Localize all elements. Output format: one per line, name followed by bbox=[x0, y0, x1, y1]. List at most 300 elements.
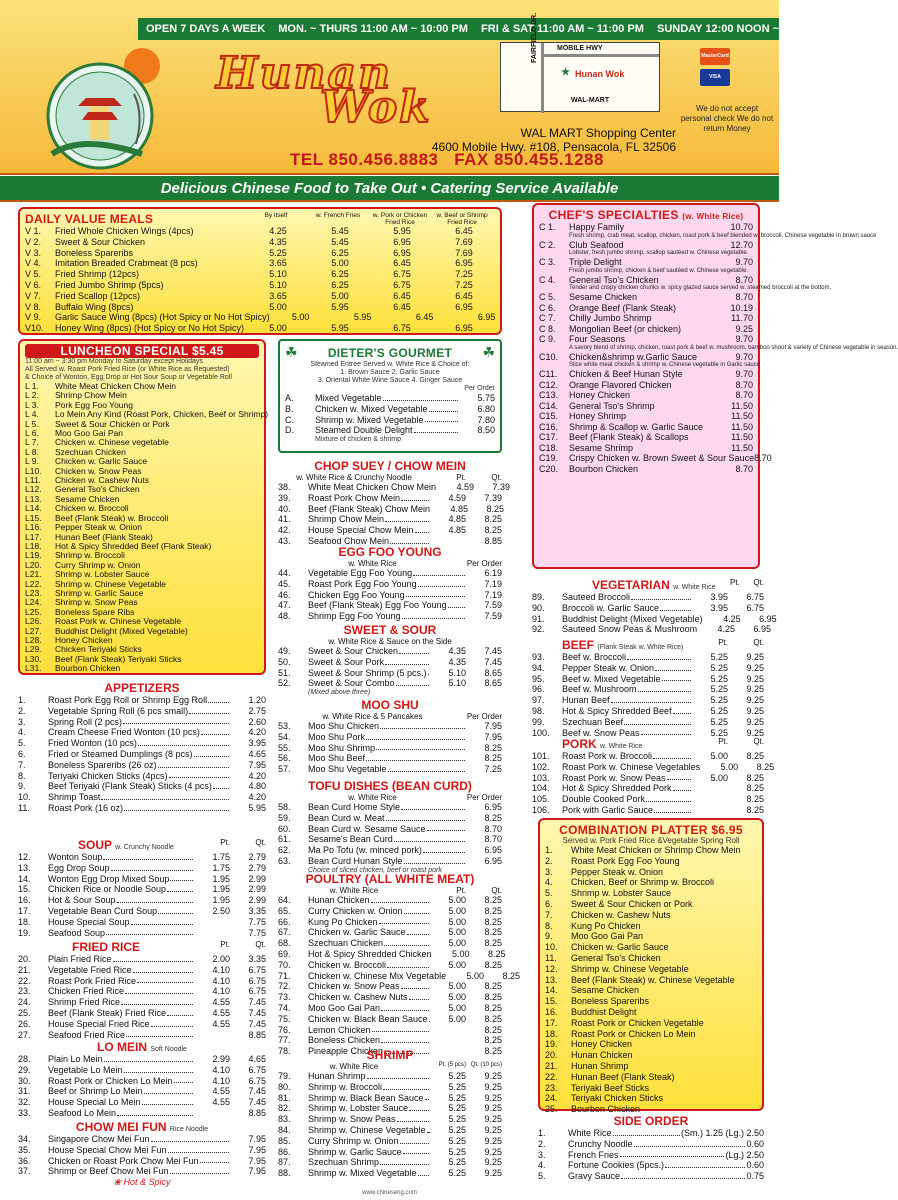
daily-row bbox=[25, 302, 495, 313]
item-price: 7.59 bbox=[484, 600, 502, 611]
dieter-note3: 3. Oriental White Wine Sauce 4. Ginger Sauce bbox=[317, 377, 463, 384]
menu-row bbox=[278, 1114, 502, 1125]
item-number: 91. bbox=[532, 613, 545, 624]
leader-dots bbox=[427, 824, 465, 832]
item-name: Vegetable Fried Rice bbox=[48, 964, 132, 975]
item-name: Sauteed Snow Peas & Mushroom bbox=[562, 624, 698, 635]
item-name: Pineapple Chicken bbox=[308, 1046, 384, 1057]
egg-foo-per: Per Order bbox=[466, 559, 502, 568]
item-price: 6.75 bbox=[746, 602, 764, 613]
item-name: Sweet & Sour Chicken or Pork bbox=[571, 898, 693, 909]
hours-weekend: FRI & SAT 11:00 AM ~ 11:00 PM bbox=[481, 23, 644, 35]
item-number: 48. bbox=[278, 611, 291, 622]
tel: TEL 850.456.8883 bbox=[290, 150, 439, 169]
item-name: Chicken w. Cashew Nuts bbox=[55, 475, 150, 486]
item-name: Pepper Steak w. Onion bbox=[571, 866, 664, 877]
item-name: Chicken & Beef Hunan Style bbox=[569, 369, 683, 379]
item-description: Fresh jumbo shrimp, chicken & beef sautéed w. Chinese vegetable. bbox=[569, 267, 749, 274]
item-name: Bean Curd Home Style bbox=[308, 802, 401, 812]
item-price: 1.75 bbox=[212, 852, 230, 862]
daily-row bbox=[25, 226, 495, 237]
vegetarian-list bbox=[532, 592, 777, 635]
pagoda-emblem-icon bbox=[22, 44, 172, 172]
item-price: 5.45 bbox=[331, 226, 349, 236]
item-name: Hot & Spicy Shredded Beef (Flank Steak) bbox=[55, 540, 212, 551]
menu-row bbox=[278, 568, 502, 579]
item-number: 25. bbox=[545, 1104, 558, 1115]
chef-row bbox=[539, 443, 753, 454]
menu-row bbox=[278, 753, 502, 764]
menu-row bbox=[18, 852, 266, 863]
poultry-col-qt: Qt. bbox=[491, 886, 502, 895]
tagline: Delicious Chinese Food to Take Out • Catering Service Available bbox=[0, 176, 779, 202]
leader-dots bbox=[168, 1145, 229, 1153]
menu-row bbox=[278, 1136, 502, 1147]
menu-row bbox=[18, 895, 266, 906]
menu-row bbox=[532, 717, 764, 728]
menu-row bbox=[278, 1025, 502, 1036]
daily-col-header: w. Beef or Shrimp Fried Rice bbox=[436, 212, 488, 226]
item-price: 6.75 bbox=[393, 279, 411, 290]
soup-list bbox=[18, 852, 266, 938]
item-price: 8.25 bbox=[484, 981, 502, 992]
menu-row bbox=[285, 425, 495, 436]
leader-dots bbox=[414, 425, 458, 433]
item-price: 9.25 bbox=[746, 695, 764, 706]
item-name: Vegetable Egg Foo Young bbox=[308, 568, 413, 578]
menu-row bbox=[278, 938, 502, 949]
item-name: Chicken w. Mixed Vegetable bbox=[315, 403, 428, 414]
item-number: 72. bbox=[278, 981, 291, 992]
item-number: L26. bbox=[25, 616, 42, 627]
item-number: C18. bbox=[539, 442, 559, 453]
chef-row bbox=[539, 275, 753, 286]
chef-row bbox=[539, 240, 753, 251]
item-name: Imitation Breaded Crabmeat (8 pcs) bbox=[55, 258, 198, 269]
veg-col-qt: Qt. bbox=[753, 578, 764, 587]
item-name: Moo Goo Gai Pan bbox=[308, 1002, 381, 1013]
item-number: 4. bbox=[18, 727, 26, 738]
menu-row bbox=[18, 1134, 266, 1145]
item-price: 4.65 bbox=[248, 1054, 266, 1064]
leader-dots bbox=[381, 1035, 429, 1043]
menu-row bbox=[18, 1108, 266, 1119]
egg-foo-sub: w. White Rice bbox=[348, 559, 397, 568]
menu-row bbox=[278, 948, 506, 960]
item-name: Fried Jumbo Shrimp (5pcs) bbox=[55, 279, 164, 290]
item-number: 105. bbox=[532, 794, 550, 805]
item-name: Teriyaki Chicken Sticks bbox=[571, 1093, 664, 1104]
item-price: 8.50 bbox=[477, 425, 495, 436]
item-price: 9.25 bbox=[746, 652, 764, 662]
item-price: 7.19 bbox=[484, 578, 502, 589]
daily-col-header: w. French Fries bbox=[315, 212, 361, 219]
item-number: 62. bbox=[278, 845, 291, 856]
leader-dots bbox=[406, 590, 465, 598]
menu-row bbox=[278, 1093, 502, 1104]
item-price: 9.25 bbox=[484, 1135, 502, 1146]
item-name: Szechuan Beef bbox=[562, 716, 624, 727]
leader-dots bbox=[413, 568, 465, 576]
item-price: 9.25 bbox=[746, 684, 764, 695]
shrimp-sub: w. White Rice bbox=[329, 1062, 379, 1071]
item-number: 86. bbox=[278, 1146, 291, 1157]
item-name: Pepper Steak w. Onion bbox=[562, 662, 655, 673]
combo-row bbox=[545, 899, 757, 910]
item-name: Chicken or Roast Pork Chow Mei Fun bbox=[48, 1155, 199, 1166]
menu-row bbox=[18, 781, 266, 792]
item-number: 101. bbox=[532, 751, 550, 761]
leader-dots bbox=[641, 728, 691, 736]
address-line1: WAL MART Shopping Center bbox=[520, 126, 676, 140]
item-number: 11. bbox=[18, 802, 30, 813]
combo-row bbox=[545, 1050, 757, 1061]
legend-label: Hot & Spicy bbox=[123, 1177, 171, 1188]
item-price: 8.25 bbox=[486, 503, 505, 514]
menu-row bbox=[278, 906, 502, 917]
header bbox=[0, 0, 830, 175]
item-price: 4.80 bbox=[248, 781, 266, 792]
lunch-row bbox=[25, 664, 259, 673]
item-price: 3.35 bbox=[248, 905, 266, 916]
item-number: 22. bbox=[18, 975, 31, 986]
item-price: 5.00 bbox=[720, 761, 739, 772]
menu-row bbox=[18, 1145, 266, 1156]
item-price: 7.69 bbox=[455, 247, 473, 258]
item-price: 3.95 bbox=[248, 738, 266, 749]
item-number: 79. bbox=[278, 1071, 291, 1081]
item-price: 8.85 bbox=[484, 535, 502, 546]
lunch-note3: & Choice of Wonton, Egg Drop or Hot Sour Soup or Vegetable Roll bbox=[25, 374, 232, 381]
item-number: L13. bbox=[25, 493, 42, 504]
item-number: C 8. bbox=[539, 323, 556, 334]
item-price: 4.35 bbox=[448, 646, 466, 656]
item-name: Beef (Flank Steak) w. Broccoli bbox=[55, 512, 169, 523]
pork-col-qt: Qt. bbox=[753, 737, 764, 746]
combo-row bbox=[545, 996, 757, 1007]
item-name: Seafood Fried Rice bbox=[48, 1029, 126, 1040]
item-price: 5.25 bbox=[448, 1092, 466, 1103]
item-number: 9. bbox=[18, 781, 26, 792]
item-price: 11.50 bbox=[731, 421, 753, 432]
menu-row bbox=[18, 1086, 266, 1097]
item-name: Lemon Chicken bbox=[308, 1024, 371, 1035]
item-price: 5.00 bbox=[331, 290, 349, 301]
item-name: Shrimp w. Chinese Vegetable bbox=[571, 963, 689, 974]
leader-dots bbox=[101, 792, 229, 800]
chef-row bbox=[539, 352, 753, 363]
item-price: 4.65 bbox=[248, 748, 266, 759]
item-price: 4.35 bbox=[269, 236, 287, 247]
item-number: 28. bbox=[18, 1054, 31, 1064]
item-name: Cream Cheese Fried Wonton (10 pcs) bbox=[48, 727, 200, 738]
item-price: 8.25 bbox=[484, 1046, 502, 1057]
combo-row bbox=[545, 975, 757, 986]
menu-row bbox=[18, 917, 266, 928]
item-price: 9.25 bbox=[484, 1114, 502, 1125]
combo-row bbox=[545, 953, 757, 964]
lo-mein-title: LO MEIN bbox=[97, 1040, 148, 1054]
item-number: 1. bbox=[545, 845, 553, 855]
menu-row bbox=[285, 415, 495, 426]
item-number: L20. bbox=[25, 559, 42, 570]
item-number: 6. bbox=[545, 898, 553, 909]
item-name: Chicken w. Garlic Sauce bbox=[55, 456, 148, 467]
leader-dots bbox=[631, 592, 691, 600]
item-number: 64. bbox=[278, 895, 291, 905]
item-name: Singapore Chow Mei Fun bbox=[48, 1134, 150, 1144]
item-price: 4.25 bbox=[717, 624, 736, 635]
item-number: 90. bbox=[532, 602, 545, 613]
item-number: 15. bbox=[545, 996, 558, 1007]
item-number: V 9. bbox=[25, 312, 42, 323]
item-name: Roast Pork w. Chinese Vegetable bbox=[55, 616, 182, 627]
item-price: 6.45 bbox=[455, 226, 473, 236]
leader-dots bbox=[208, 695, 229, 703]
item-price: 5.25 bbox=[448, 1124, 466, 1135]
item-name: Four Seasons bbox=[569, 334, 626, 344]
leader-dots bbox=[399, 646, 429, 654]
item-price: 8.25 bbox=[484, 927, 502, 938]
item-price: 2.79 bbox=[248, 862, 266, 873]
item-number: 13. bbox=[18, 862, 31, 873]
leader-dots bbox=[124, 1065, 193, 1073]
leader-dots bbox=[423, 845, 465, 853]
item-price: 6.95 bbox=[484, 845, 502, 856]
menu-row bbox=[532, 592, 764, 603]
leader-dots bbox=[401, 493, 429, 501]
leader-dots bbox=[158, 906, 193, 914]
item-price: 8.25 bbox=[484, 742, 502, 753]
menu-row bbox=[285, 393, 495, 404]
leader-dots bbox=[142, 1097, 193, 1105]
item-price: 5.25 bbox=[448, 1157, 466, 1168]
poultry-list bbox=[278, 895, 521, 1057]
leader-dots bbox=[137, 976, 193, 984]
sweet-sour-note: (Mixed above three) bbox=[308, 689, 371, 697]
item-number: L21. bbox=[25, 569, 42, 580]
item-name: Hunan Beef (Flank Steak) bbox=[571, 1071, 675, 1082]
item-number: 16. bbox=[18, 895, 31, 906]
item-name: Honey Shrimp bbox=[569, 411, 627, 421]
item-price: 8.25 bbox=[502, 970, 521, 981]
item-price: 8.25 bbox=[484, 753, 502, 764]
item-number: 82. bbox=[278, 1103, 291, 1114]
item-name: Pork Egg Foo Young bbox=[55, 399, 133, 410]
item-number: L30. bbox=[25, 653, 42, 664]
item-number: 18. bbox=[545, 1028, 558, 1039]
menu-row bbox=[538, 1160, 764, 1171]
item-number: C11. bbox=[539, 369, 558, 379]
item-number: 18. bbox=[18, 916, 31, 927]
item-name: Roast Pork Egg Foo Young bbox=[571, 855, 680, 866]
item-name: Honey Wing (8pcs) (Hot Spicy or No Hot Spicy) bbox=[55, 323, 245, 334]
item-name: Sesame's Bean Curd bbox=[308, 834, 393, 845]
daily-columns bbox=[245, 212, 495, 226]
item-name: Roast Pork w. Snow Peas bbox=[562, 772, 666, 783]
item-number: 60. bbox=[278, 823, 291, 834]
menu-row bbox=[18, 803, 266, 814]
brand-line1: Hunan bbox=[216, 48, 393, 99]
item-name: Shrimp w. Garlic Sauce bbox=[55, 587, 144, 598]
item-name: Beef w. Broccoli bbox=[562, 652, 627, 662]
menu-row bbox=[278, 743, 502, 754]
leader-dots bbox=[390, 536, 429, 544]
item-price: 11.70 bbox=[731, 313, 753, 323]
leader-dots bbox=[200, 1156, 229, 1164]
combo-row bbox=[545, 1007, 757, 1018]
item-number: 2. bbox=[18, 705, 26, 716]
soup-sub: w. Crunchy Noodle bbox=[115, 844, 174, 851]
item-name: Ma Po Tofu (w. minced pork) bbox=[308, 845, 422, 856]
shrimp-col-qt: Qt. (10 pcs) bbox=[470, 1062, 502, 1068]
combo-row bbox=[545, 877, 757, 888]
menu-row bbox=[278, 493, 502, 504]
item-price: 5.00 bbox=[448, 981, 466, 992]
item-price: 8.25 bbox=[746, 783, 764, 794]
leader-dots bbox=[213, 781, 229, 789]
combo-row bbox=[545, 1083, 757, 1094]
item-price: 5.25 bbox=[448, 1168, 466, 1179]
moo-shu-title: MOO SHU bbox=[361, 698, 419, 712]
item-number: 17. bbox=[545, 1017, 558, 1028]
item-number: L25. bbox=[25, 606, 42, 617]
item-number: 7. bbox=[545, 909, 553, 920]
item-price: 6.95 bbox=[759, 613, 777, 624]
item-price: 2.99 bbox=[248, 895, 266, 906]
leader-dots bbox=[403, 1147, 429, 1155]
leader-dots bbox=[387, 960, 429, 968]
item-price: 5.00 bbox=[452, 948, 470, 959]
item-number: 2. bbox=[538, 1138, 546, 1149]
item-number: 22. bbox=[545, 1071, 558, 1082]
item-number: L14. bbox=[25, 503, 42, 514]
item-number: 33. bbox=[18, 1107, 31, 1118]
item-price: 5.25 bbox=[710, 716, 728, 727]
item-name: House Special Chow Mei Fun bbox=[48, 1144, 167, 1155]
item-number: D. bbox=[285, 425, 294, 436]
item-number: 52. bbox=[278, 678, 291, 689]
item-price: 4.20 bbox=[248, 770, 266, 781]
item-price: 8.70 bbox=[735, 274, 753, 285]
item-name: Pork with Garlic Sauce bbox=[562, 804, 654, 815]
chop-suey bbox=[278, 459, 511, 547]
item-price: 5.25 bbox=[710, 673, 728, 684]
item-name: Beef Teriyaki (Flank Steak) Sticks (4 pcs) bbox=[48, 781, 212, 792]
vegetarian bbox=[532, 578, 777, 635]
item-name: Beef w. Mushroom bbox=[562, 684, 637, 695]
item-price: 6.80 bbox=[477, 403, 495, 414]
item-number: L 1. bbox=[25, 381, 39, 391]
item-number: 11. bbox=[545, 952, 557, 963]
chop-suey-col-pt: Pt. bbox=[456, 473, 466, 482]
chop-suey-col-qt: Qt. bbox=[491, 473, 502, 482]
item-price: 8.25 bbox=[484, 525, 502, 536]
item-price: 7.95 bbox=[248, 1134, 266, 1144]
leader-dots bbox=[620, 1150, 725, 1158]
item-price: 7.75 bbox=[248, 927, 266, 938]
leader-dots bbox=[409, 992, 429, 1000]
item-name: Shrimp w. Lobster Sauce bbox=[571, 888, 672, 899]
pork-col-pt: Pt. bbox=[718, 737, 728, 746]
item-name: House Special Chow Mein bbox=[308, 525, 414, 536]
item-price: 9.25 bbox=[746, 662, 764, 673]
leader-dots bbox=[673, 783, 691, 791]
menu-row bbox=[18, 1076, 266, 1087]
item-number: L16. bbox=[25, 522, 42, 533]
item-number: L 6. bbox=[25, 428, 39, 439]
chef-row bbox=[539, 422, 753, 433]
item-price: 6.75 bbox=[248, 986, 266, 997]
item-price: 11.50 bbox=[731, 400, 753, 411]
item-name: Bean Curd w. Meat bbox=[308, 812, 385, 823]
item-name: White Meat Chicken Chow Mein bbox=[55, 381, 176, 391]
item-price bbox=[194, 1030, 230, 1041]
leader-dots bbox=[624, 717, 691, 725]
item-name: Chicken w. Chinese Mix Vegetable bbox=[308, 970, 447, 981]
item-price: (Lg.) 2.50 bbox=[725, 1149, 764, 1160]
leader-dots bbox=[376, 743, 465, 751]
item-price: 6.75 bbox=[393, 323, 411, 334]
item-price: 5.00 bbox=[448, 1002, 466, 1013]
leader-dots bbox=[104, 1054, 193, 1062]
item-price: 8.70 bbox=[735, 390, 753, 400]
item-name: Plain Fried Rice bbox=[48, 954, 112, 964]
item-name: Vegetable Lo Mein bbox=[48, 1064, 123, 1075]
daily-row bbox=[25, 237, 495, 248]
item-name: Szechuan Chicken bbox=[55, 446, 126, 457]
menu-row bbox=[532, 624, 772, 635]
item-number: 50. bbox=[278, 656, 291, 667]
item-number: L19. bbox=[25, 550, 42, 561]
item-number: 45. bbox=[278, 578, 291, 589]
veg-col-pt: Pt. bbox=[729, 578, 740, 587]
item-price: 5.25 bbox=[710, 662, 728, 673]
fried-rice-col-pt: Pt. bbox=[220, 940, 230, 949]
leader-dots bbox=[407, 927, 429, 935]
item-price: 11.50 bbox=[731, 411, 753, 421]
item-name: Roast Pork w. Broccoli bbox=[562, 751, 653, 761]
menu-row bbox=[278, 678, 502, 689]
item-name: Honey Chicken bbox=[569, 390, 631, 400]
item-number: 77. bbox=[278, 1035, 291, 1046]
menu-row bbox=[278, 1157, 502, 1168]
item-price: 2.99 bbox=[248, 873, 266, 884]
item-price: 5.25 bbox=[710, 705, 728, 716]
item-name: Beef (Flank Steak) Egg Foo Young bbox=[308, 600, 447, 611]
item-price: 5.25 bbox=[448, 1135, 466, 1146]
item-number: 20. bbox=[545, 1050, 558, 1061]
item-name: Szechuan Shrimp bbox=[308, 1157, 380, 1168]
item-number: 42. bbox=[278, 525, 291, 536]
item-price: 6.75 bbox=[746, 592, 764, 602]
leader-dots bbox=[383, 393, 458, 401]
item-price bbox=[692, 805, 728, 816]
chef-row bbox=[539, 390, 753, 401]
item-price: 10.70 bbox=[730, 222, 753, 232]
item-price: 5.00 bbox=[710, 751, 728, 761]
item-price: 7.39 bbox=[484, 492, 502, 503]
poultry bbox=[278, 872, 521, 1057]
chef-row bbox=[539, 401, 753, 412]
egg-foo-young bbox=[278, 545, 502, 622]
item-price: 9.25 bbox=[484, 1168, 502, 1179]
item-name: Chicken w. Cashew Nuts bbox=[308, 992, 408, 1003]
soup-col-qt: Qt. bbox=[255, 838, 266, 847]
menu-row bbox=[538, 1128, 764, 1139]
item-number: 53. bbox=[278, 721, 291, 731]
item-name: Shrimp w. Chinese Vegetable bbox=[308, 1124, 426, 1135]
